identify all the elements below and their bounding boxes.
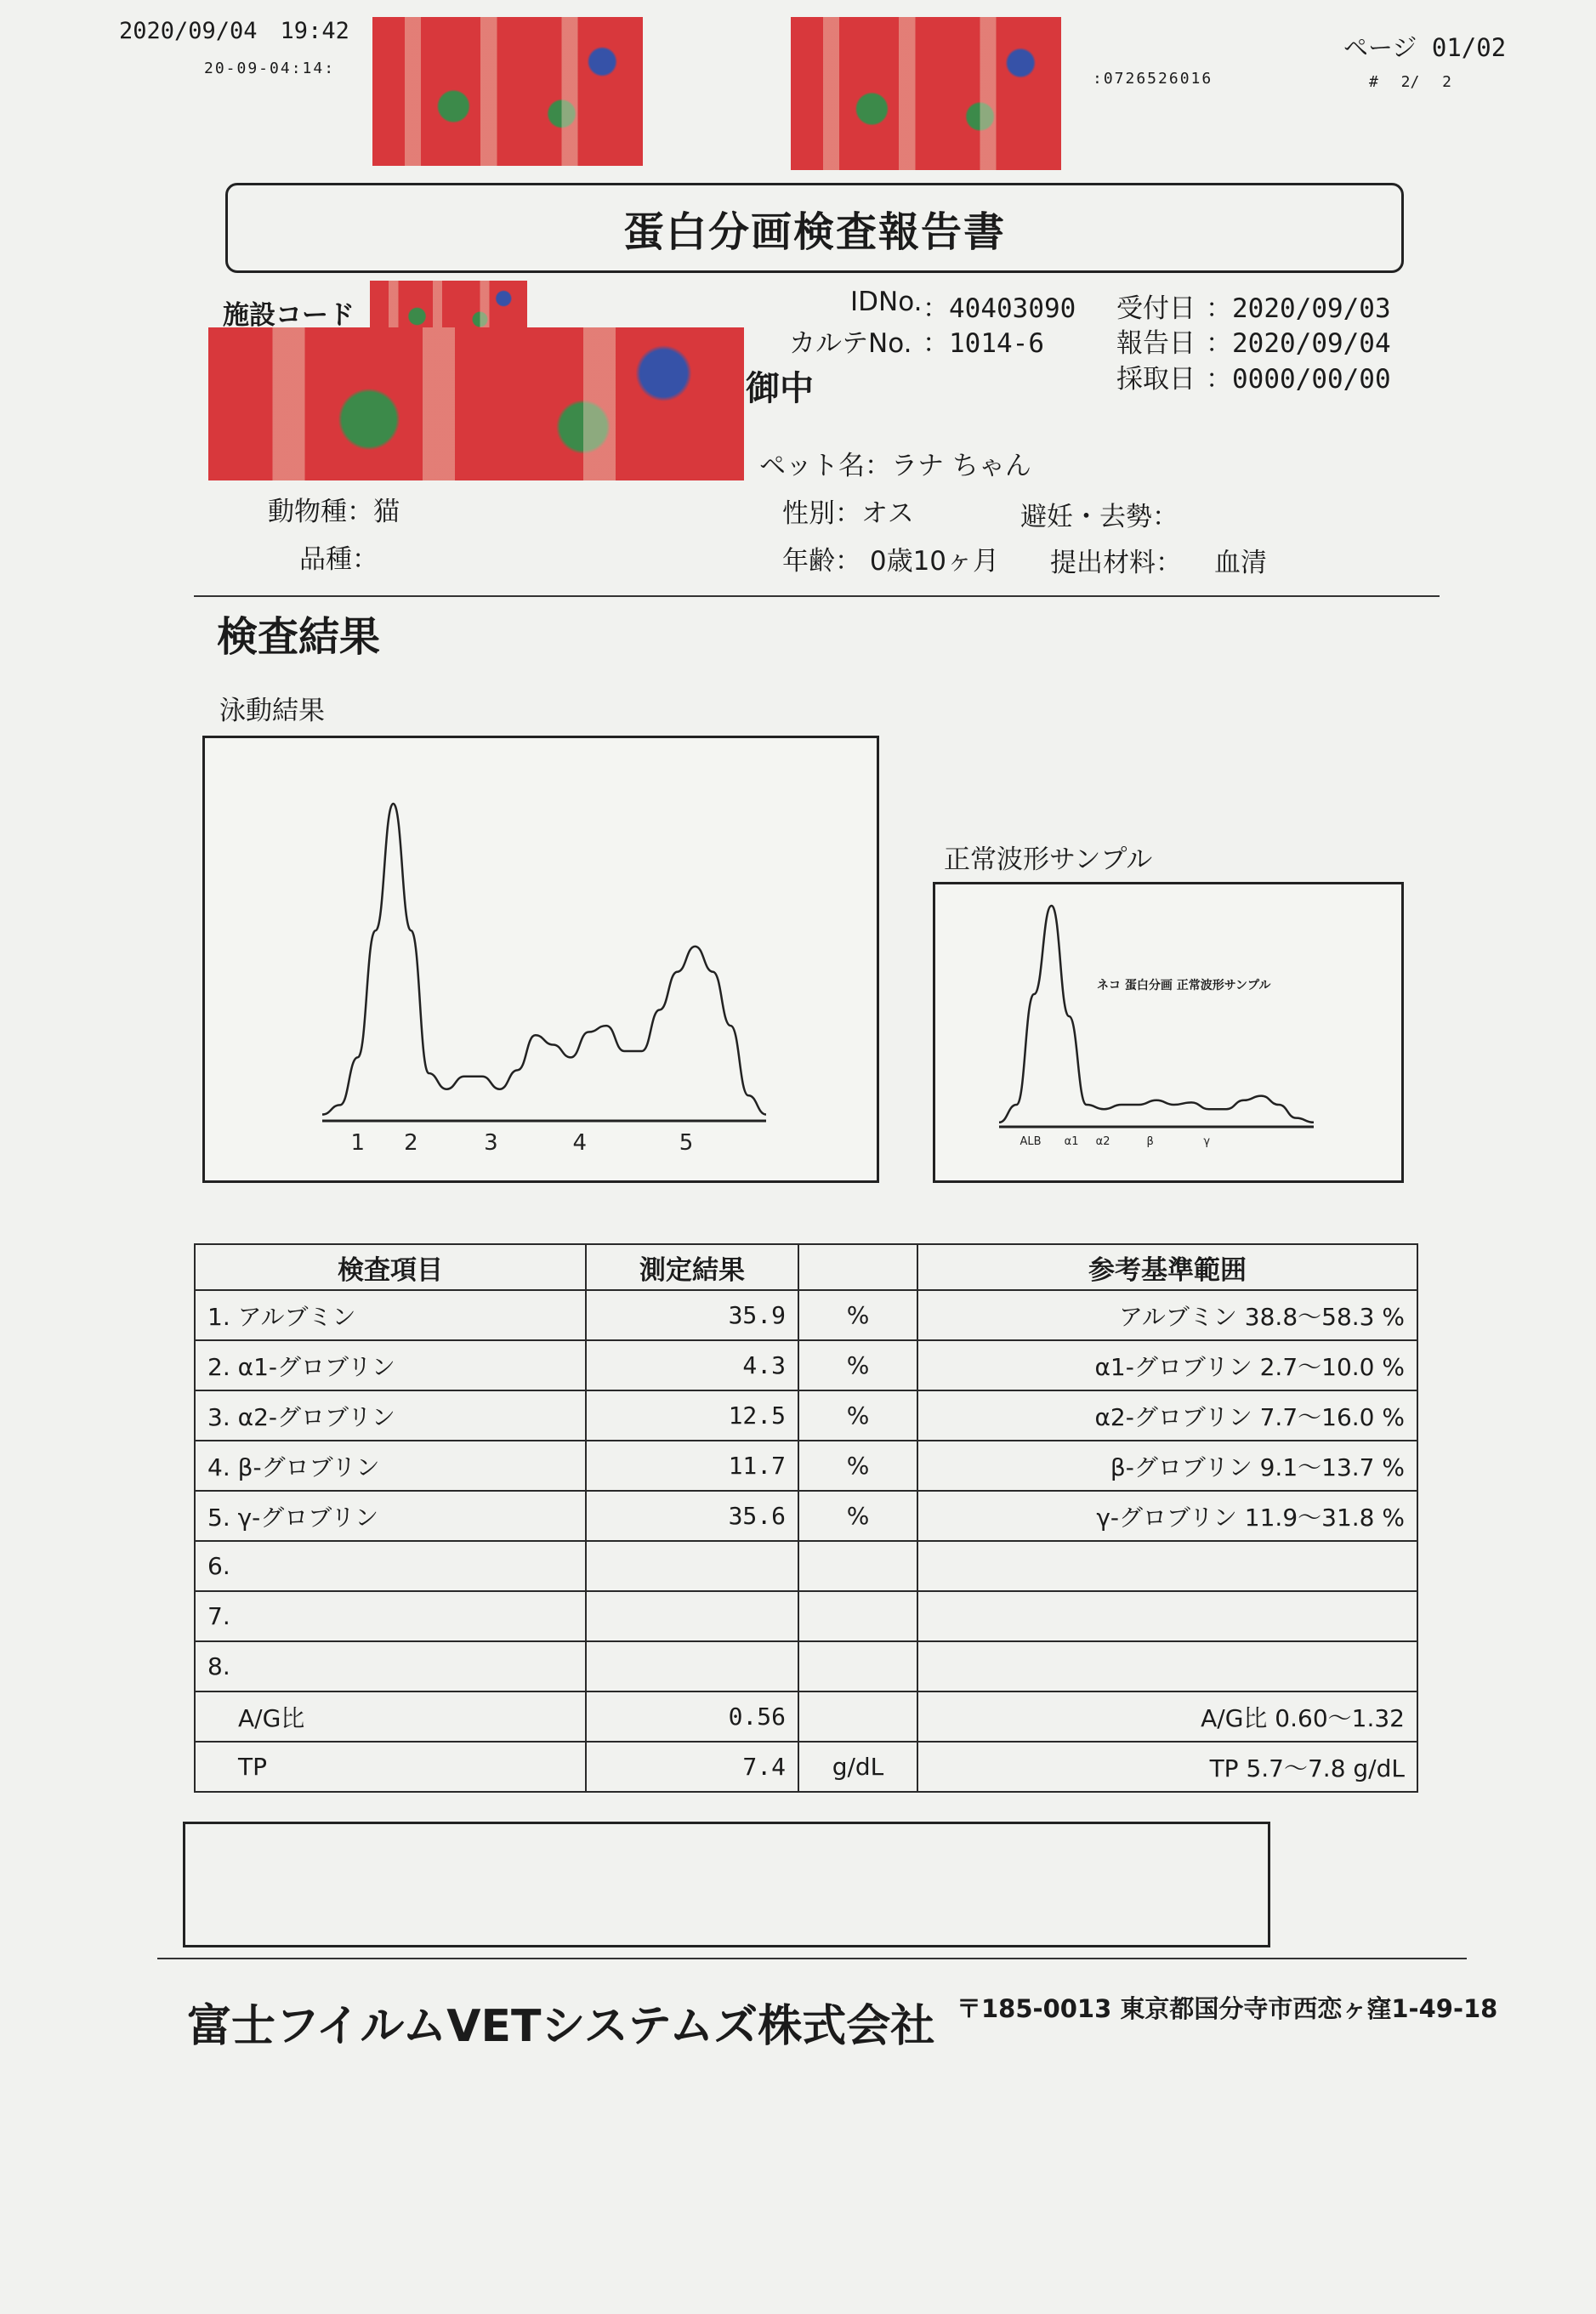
cell-item: 8. [195, 1641, 586, 1691]
pet-name: ペット名：ラナ ちゃん [759, 451, 1031, 481]
material-label: 提出材料： [1050, 548, 1182, 578]
table-row [195, 1390, 1417, 1441]
material-value: 血清 [1214, 548, 1267, 578]
breed: 品種： [299, 544, 378, 575]
cell-value: 11.7 [586, 1441, 798, 1491]
cell-value: 7.4 [586, 1742, 798, 1792]
header-item: 検査項目 [195, 1244, 586, 1290]
cell-value [586, 1541, 798, 1591]
cell-reference: α2-グロブリン 7.7～16.0 % [917, 1390, 1417, 1441]
x-tick-label: γ [1203, 1135, 1211, 1148]
species: 動物種：猫 [268, 497, 400, 527]
cell-unit: % [798, 1491, 917, 1541]
cell-item: 5. γ-グロブリン [195, 1491, 586, 1541]
cell-unit [798, 1641, 917, 1691]
x-tick-label: 1 [350, 1130, 366, 1156]
normal-sample-chart [935, 884, 1401, 1180]
cell-unit [798, 1591, 917, 1641]
series-line [999, 906, 1314, 1123]
cell-reference: γ-グロブリン 11.9～31.8 % [917, 1491, 1417, 1541]
cell-item: A/G比 [195, 1691, 586, 1742]
facility-code-label: 施設コード [223, 300, 355, 331]
report-date-value: ：2020/09/04 [1206, 328, 1391, 359]
received-date-value: ：2020/09/03 [1206, 293, 1391, 324]
section-title: 検査結果 [217, 613, 381, 661]
table-row [195, 1491, 1417, 1541]
electrophoresis-chart [205, 738, 877, 1180]
cell-reference [917, 1541, 1417, 1591]
x-tick-label: β [1146, 1135, 1154, 1148]
divider [194, 595, 1440, 597]
electrophoresis-chart-frame [202, 736, 879, 1183]
neuter-status: 避妊・去勢： [1020, 502, 1179, 532]
received-date-label: 受付日 [1116, 293, 1196, 324]
cell-item: 6. [195, 1541, 586, 1591]
cell-item: 3. α2-グロブリン [195, 1390, 586, 1441]
cell-unit: g/dL [798, 1742, 917, 1792]
id-no-value: ：40403090 [923, 293, 1076, 324]
cell-reference: β-グロブリン 9.1～13.7 % [917, 1441, 1417, 1491]
cell-reference: TP 5.7～7.8 g/dL [917, 1742, 1417, 1792]
cell-item: 2. α1-グロブリン [195, 1340, 586, 1390]
footer-divider [157, 1958, 1467, 1959]
collected-date-value: ：0000/00/00 [1206, 364, 1391, 395]
cell-unit: % [798, 1290, 917, 1340]
cell-unit: % [798, 1441, 917, 1491]
cell-unit: % [798, 1390, 917, 1441]
cell-item: 7. [195, 1591, 586, 1641]
table-row [195, 1691, 1417, 1742]
id-no-label: IDNo. [850, 287, 923, 317]
redaction-sticker [208, 327, 744, 480]
normal-sample-label: 正常波形サンプル [944, 844, 1153, 875]
table-row [195, 1591, 1417, 1641]
comment-box [183, 1822, 1270, 1947]
fax-page-secondary: # 2/ 2 [1369, 73, 1452, 91]
normal-sample-chart-frame [933, 882, 1404, 1183]
cell-reference: アルブミン 38.8～58.3 % [917, 1290, 1417, 1340]
table-row [195, 1441, 1417, 1491]
cell-value [586, 1641, 798, 1691]
results-table [194, 1243, 1418, 1793]
cell-unit: % [798, 1340, 917, 1390]
age: 年齢： 0歳10ヶ月 [782, 546, 1000, 577]
fax-number: :0726526016 [1093, 70, 1213, 88]
table-row [195, 1290, 1417, 1340]
karte-label: カルテNo. [789, 328, 912, 359]
cell-value [586, 1591, 798, 1641]
cell-item: TP [195, 1742, 586, 1792]
cell-value: 35.9 [586, 1290, 798, 1340]
cell-reference: α1-グロブリン 2.7～10.0 % [917, 1340, 1417, 1390]
electrophoresis-label: 泳動結果 [219, 696, 325, 726]
collected-date-label: 採取日 [1116, 364, 1196, 395]
table-header-row [195, 1244, 1417, 1290]
cell-value: 4.3 [586, 1340, 798, 1390]
x-tick-label: 4 [572, 1130, 588, 1156]
x-tick-label: 5 [679, 1130, 694, 1156]
table-row [195, 1641, 1417, 1691]
x-tick-label: α2 [1095, 1135, 1110, 1148]
report-title: 蛋白分画検査報告書 [225, 183, 1404, 273]
fax-timestamp: 2020/09/04 19:42 [119, 18, 349, 44]
cell-unit [798, 1691, 917, 1742]
cell-reference [917, 1641, 1417, 1691]
x-tick-label: ALB [1020, 1135, 1042, 1148]
redaction-sticker [791, 17, 1061, 170]
normal-sample-inner-title: ネコ 蛋白分画 正常波形サンプル [1097, 979, 1271, 992]
table-row [195, 1541, 1417, 1591]
cell-value: 0.56 [586, 1691, 798, 1742]
company-address: 〒185-0013 東京都国分寺市西恋ヶ窪1-49-18 [957, 1994, 1498, 2023]
sex: 性別：オス [782, 498, 914, 529]
header-unit [798, 1244, 917, 1290]
fax-page-indicator: ページ 01/02 [1343, 33, 1507, 62]
cell-value: 35.6 [586, 1491, 798, 1541]
x-tick-label: α1 [1064, 1135, 1079, 1148]
cell-unit [798, 1541, 917, 1591]
x-tick-label: 2 [404, 1130, 418, 1156]
cell-item: 4. β-グロブリン [195, 1441, 586, 1491]
redaction-sticker [372, 17, 643, 166]
cell-reference: A/G比 0.60～1.32 [917, 1691, 1417, 1742]
header-result: 測定結果 [586, 1244, 798, 1290]
x-tick-label: 3 [484, 1130, 498, 1156]
cell-value: 12.5 [586, 1390, 798, 1441]
report-date-label: 報告日 [1116, 328, 1196, 359]
series-line [322, 804, 766, 1115]
cell-item: 1. アルブミン [195, 1290, 586, 1340]
company-name: 富士フイルムVETシステムズ株式会社 [187, 2001, 935, 2052]
facility-honorific: 御中 [746, 369, 814, 408]
fax-timestamp-secondary: 20-09-04:14: [204, 60, 336, 77]
cell-reference [917, 1591, 1417, 1641]
table-row [195, 1340, 1417, 1390]
header-reference: 参考基準範囲 [917, 1244, 1417, 1290]
karte-value: ：1014-6 [923, 328, 1044, 359]
table-row [195, 1742, 1417, 1792]
